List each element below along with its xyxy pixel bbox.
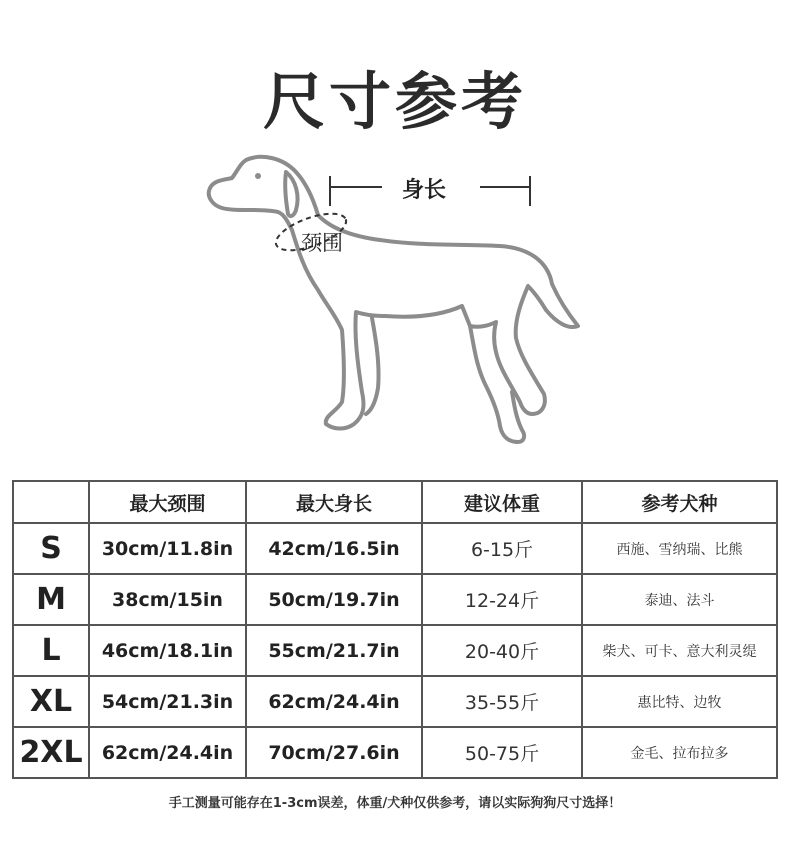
size-chart-table <box>12 480 778 779</box>
header-neck: 最大颈围 <box>89 481 246 523</box>
body-length-cell: 70cm/27.6in <box>246 727 422 778</box>
neck-cell: 54cm/21.3in <box>89 676 246 727</box>
table-row <box>13 574 777 625</box>
breeds-cell: 柴犬、可卡、意大利灵缇 <box>582 625 777 676</box>
table-header-row <box>13 481 777 523</box>
breeds-cell: 金毛、拉布拉多 <box>582 727 777 778</box>
size-cell: 2XL <box>13 727 89 778</box>
weight-cell: 6-15斤 <box>422 523 582 574</box>
neck-cell: 62cm/24.4in <box>89 727 246 778</box>
body-length-cell: 50cm/19.7in <box>246 574 422 625</box>
footnote: 手工测量可能存在1-3cm误差，体重/犬种仅供参考，请以实际狗狗尺寸选择！ <box>168 796 622 811</box>
body-length-cell: 55cm/21.7in <box>246 625 422 676</box>
weight-cell: 20-40斤 <box>422 625 582 676</box>
body-length-cell: 42cm/16.5in <box>246 523 422 574</box>
size-cell: S <box>13 523 89 574</box>
table-row <box>13 523 777 574</box>
dog-eye <box>255 173 261 179</box>
breeds-cell: 西施、雪纳瑞、比熊 <box>582 523 777 574</box>
neck-cell: 38cm/15in <box>89 574 246 625</box>
page-title: 尺寸参考 <box>262 65 527 138</box>
breeds-cell: 泰迪、法斗 <box>582 574 777 625</box>
header-weight: 建议体重 <box>422 481 582 523</box>
dog-ear <box>285 172 297 216</box>
table-row <box>13 727 777 778</box>
header-breeds: 参考犬种 <box>582 481 777 523</box>
size-cell: L <box>13 625 89 676</box>
neck-label: 颈围 <box>301 231 343 255</box>
neck-cell: 46cm/18.1in <box>89 625 246 676</box>
size-cell: M <box>13 574 89 625</box>
weight-cell: 12-24斤 <box>422 574 582 625</box>
table-row <box>13 625 777 676</box>
body-length-cell: 62cm/24.4in <box>246 676 422 727</box>
table-row <box>13 676 777 727</box>
breeds-cell: 惠比特、边牧 <box>582 676 777 727</box>
header-size <box>13 481 89 523</box>
weight-cell: 50-75斤 <box>422 727 582 778</box>
dog-front-leg <box>366 318 379 414</box>
header-body-length: 最大身长 <box>246 481 422 523</box>
dog-silhouette <box>209 157 578 429</box>
size-cell: XL <box>13 676 89 727</box>
weight-cell: 35-55斤 <box>422 676 582 727</box>
neck-cell: 30cm/11.8in <box>89 523 246 574</box>
dog-measurement-diagram <box>0 140 790 460</box>
body-length-label: 身长 <box>402 178 447 203</box>
